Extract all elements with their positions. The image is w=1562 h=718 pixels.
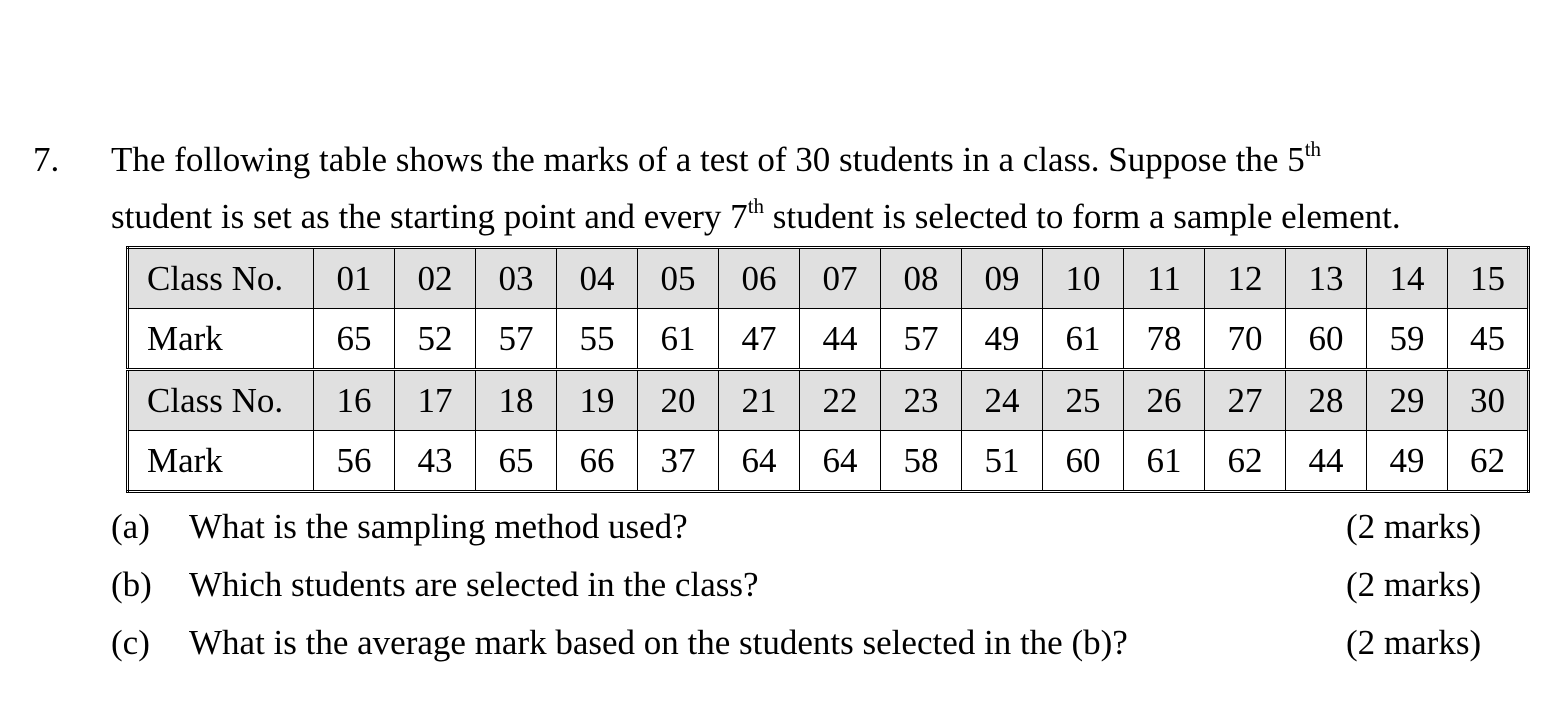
class-no-cell: 14: [1367, 248, 1448, 309]
mark-cell: 47: [719, 309, 800, 370]
ordinal-suffix: th: [1304, 137, 1322, 162]
subquestion-a-text: What is the sampling method used?: [189, 507, 688, 546]
mark-cell: 55: [557, 309, 638, 370]
class-no-cell: 21: [719, 370, 800, 431]
class-no-cell: 15: [1448, 248, 1529, 309]
subquestion-c-text: What is the average mark based on the students selected in the (b)?: [189, 623, 1128, 662]
mark-cell: 51: [962, 431, 1043, 492]
subquestion-b-label: (b): [111, 565, 152, 604]
mark-cell: 57: [476, 309, 557, 370]
mark-cell: 60: [1286, 309, 1367, 370]
mark-cell: 61: [1124, 431, 1205, 492]
class-no-cell: 20: [638, 370, 719, 431]
mark-label: Mark: [128, 431, 314, 492]
mark-cell: 44: [800, 309, 881, 370]
class-no-cell: 22: [800, 370, 881, 431]
mark-cell: 57: [881, 309, 962, 370]
mark-cell: 65: [476, 431, 557, 492]
class-no-cell: 25: [1043, 370, 1124, 431]
class-no-cell: 30: [1448, 370, 1529, 431]
class-no-cell: 01: [314, 248, 395, 309]
class-no-cell: 08: [881, 248, 962, 309]
mark-cell: 56: [314, 431, 395, 492]
mark-cell: 61: [638, 309, 719, 370]
marks-table: [126, 246, 1530, 493]
class-no-cell: 12: [1205, 248, 1286, 309]
subquestion-c-label: (c): [111, 623, 150, 662]
mark-cell: 45: [1448, 309, 1529, 370]
mark-label: Mark: [128, 309, 314, 370]
class-no-cell: 16: [314, 370, 395, 431]
class-no-cell: 17: [395, 370, 476, 431]
class-no-cell: 06: [719, 248, 800, 309]
class-no-label: Class No.: [128, 248, 314, 309]
class-no-cell: 02: [395, 248, 476, 309]
mark-cell: 62: [1448, 431, 1529, 492]
question-stem-line-1: [111, 138, 1321, 182]
mark-cell: 59: [1367, 309, 1448, 370]
ordinal-suffix: th: [747, 194, 765, 219]
class-no-cell: 04: [557, 248, 638, 309]
mark-cell: 49: [1367, 431, 1448, 492]
class-no-cell: 26: [1124, 370, 1205, 431]
mark-cell: 58: [881, 431, 962, 492]
mark-cell: 62: [1205, 431, 1286, 492]
stem-text: student is set as the starting point and every 7: [111, 197, 748, 236]
stem-text: student is selected to form a sample element.: [764, 197, 1401, 236]
mark-cell: 37: [638, 431, 719, 492]
class-no-cell: 18: [476, 370, 557, 431]
class-no-cell: 03: [476, 248, 557, 309]
subquestion-a-label: (a): [111, 507, 150, 546]
mark-row: [128, 431, 1529, 492]
class-no-cell: 19: [557, 370, 638, 431]
class-no-cell: 10: [1043, 248, 1124, 309]
subquestion-c-marks: (2 marks): [1346, 623, 1482, 662]
class-no-label: Class No.: [128, 370, 314, 431]
mark-cell: 70: [1205, 309, 1286, 370]
mark-row: [128, 309, 1529, 370]
question-number: 7.: [33, 140, 60, 179]
mark-cell: 60: [1043, 431, 1124, 492]
subquestion-a-marks: (2 marks): [1346, 507, 1482, 546]
class-no-cell: 23: [881, 370, 962, 431]
class-no-cell: 07: [800, 248, 881, 309]
class-no-cell: 24: [962, 370, 1043, 431]
class-no-row: [128, 248, 1529, 309]
mark-cell: 43: [395, 431, 476, 492]
class-no-cell: 09: [962, 248, 1043, 309]
subquestion-b-marks: (2 marks): [1346, 565, 1482, 604]
mark-cell: 64: [800, 431, 881, 492]
marks-table-container: [126, 246, 1530, 493]
class-no-cell: 13: [1286, 248, 1367, 309]
mark-cell: 44: [1286, 431, 1367, 492]
class-no-cell: 27: [1205, 370, 1286, 431]
class-no-cell: 05: [638, 248, 719, 309]
subquestion-b-text: Which students are selected in the class?: [189, 565, 759, 604]
stem-text: The following table shows the marks of a test of 30 students in a class. Suppose the 5: [111, 140, 1305, 179]
class-no-cell: 28: [1286, 370, 1367, 431]
class-no-cell: 29: [1367, 370, 1448, 431]
class-no-row: [128, 370, 1529, 431]
class-no-cell: 11: [1124, 248, 1205, 309]
mark-cell: 65: [314, 309, 395, 370]
mark-cell: 61: [1043, 309, 1124, 370]
mark-cell: 49: [962, 309, 1043, 370]
question-stem-line-2: [111, 195, 1401, 239]
mark-cell: 66: [557, 431, 638, 492]
mark-cell: 64: [719, 431, 800, 492]
mark-cell: 52: [395, 309, 476, 370]
mark-cell: 78: [1124, 309, 1205, 370]
